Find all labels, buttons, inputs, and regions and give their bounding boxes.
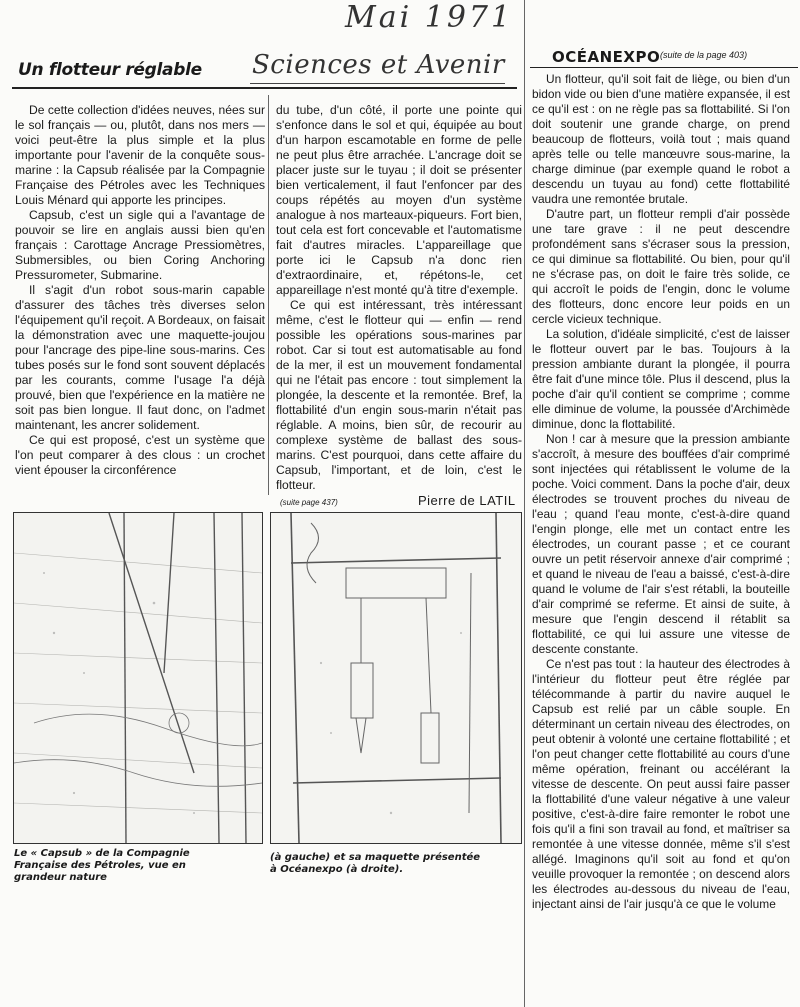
oceanexpo-column [532, 72, 790, 912]
paragraph: Ce n'est pas tout : la hauteur des électrodes à l'intérieur du flotteur peut être réglée par télécommande à partir du navire auquel le Capsub est relié par un câble souple. En déterminant un certain niveau des électrodes, on peut obtenir à volonté une certaine flottabilité ; et l'on peut changer cette flottabilité au cours d'une même opération, freinant ou accélérant la vitesse de descente. On peut aussi faire passer la flottabilité d'une valeur négative à une valeur positive, c'est-à-dire faire remonter le robot une fois qu'il a fini son travail au fond, et maîtriser sa remontée à une vitesse donnée, même s'il s'est allégé. Imaginons qu'il soit au fond et qu'on veuille provoquer la remontée ; on descend alors les électrodes au-dessous du niveau de l'eau, injectant ainsi de l'air jusqu'à ce que le volume [532, 657, 790, 911]
paragraph: Ce qui est intéressant, très intéressant même, c'est le flotteur qui — enfin — rend possible les opérations sous-marines par robot. Car si tout est automatisable au fond de la mer, il est un mouvement fondamental qui ne l'était pas encore : tout simplement la plongée, la descente et la remontée. Bref, la flottabilité d'un engin sous-marin n'était pas réglable. A moins, bien sûr, de recourir au complexe système de ballast des sous-marins. C'est pourquoi, dans cette affaire du Capsub, l'important, et de loin, c'est le flotteur. [276, 298, 522, 492]
continued-note: (suite page 437) [280, 498, 338, 507]
photo-caption-left: Le « Capsub » de la Compagnie Française des Pétroles, vue en grandeur nature [14, 848, 190, 883]
handwritten-source: Sciences et Avenir [252, 50, 505, 80]
paragraph: Capsub, c'est un sigle qui a l'avantage de pouvoir se lire en anglais aussi bien qu'en français : Carottage Ancrage Pressiomètres, Submersibles, ou bien Coring Anchoring Pressurometer, Submarine. [15, 208, 265, 282]
maquette-photo-drawing [271, 513, 521, 843]
paragraph: Non ! car à mesure que la pression ambiante s'accroît, à mesure des bouffées d'air comprimé sont injectées qui rétablissent le volume de la poche. Voici comment. Dans la poche d'air, deux électrodes se trouvent proches du niveau de l'eau ; quand l'eau monte, c'est-à-dire quand l'engin plonge, elle met un contact entre les électrodes, un courant passe ; et ce courant ouvre un petit réservoir annexe d'air comprimé ; et quand le niveau de l'eau a baissé, c'est-à-dire quand le volume de l'air s'est rétabli, la bouteille d'air comprimé se referme. Et ainsi de suite, à mesure que l'engin descend il rétablit sa flottabilité, ce qui lui assure une vitesse de descente constante. [532, 432, 790, 656]
capsub-photo [13, 512, 263, 844]
article-title: Un flotteur réglable [18, 60, 202, 80]
paragraph: D'autre part, un flotteur rempli d'air possède une tare grave : il ne peut descendre profondément sans s'écraser sous la pression, ce qui diminue sa flottabilité. Ou bien, pour qu'il ne s'écrase pas, on doit le faire très solide, ce qui accroît le poids de l'engin, donc le volume des flotteurs, donc encore leur poids en un cercle vicieux technique. [532, 207, 790, 326]
maquette-photo [270, 512, 522, 844]
column-rule-right [524, 0, 525, 1007]
paragraph: Un flotteur, qu'il soit fait de liège, ou bien d'un bidon vide ou bien d'une matière expansée, il est ce qu'il est : on ne règle pas sa flottabilité. Si l'on doit soutenir une grande charge, on prend beaucoup de flotteurs, voilà tout ; mais quand après telle ou telle manœuvre sous-marine, la charge diminue (par exemple quand le robot a descendu un tuyau au fond) cette flottabilité vaudra une remontée brutale. [532, 72, 790, 206]
source-underline [250, 83, 505, 84]
paragraph: Il s'agit d'un robot sous-marin capable d'assurer des tâches très diverses selon l'équipement qu'il reçoit. A Bordeaux, on faisait la démonstration avec une maquette-joujou pour l'ancrage des pipe-line sous-marins. Ces tubes posés sur le fond sont souvent déplacés par les courants, comme l'usage l'a déjà prouvé, bien que l'expérience en la matière ne soit pas bien longue. Il faut donc, on l'admet maintenant, les ancrer solidement. [15, 283, 265, 432]
oceanexpo-rule [530, 67, 798, 68]
capsub-photo-drawing [14, 513, 262, 843]
photo-caption-right: (à gauche) et sa maquette présentée à Océanexpo (à droite). [270, 852, 481, 875]
oceanexpo-heading: OCÉANEXPO [552, 48, 661, 66]
column-rule-middle [268, 95, 269, 495]
paragraph: Ce qui est proposé, c'est un système que l'on peut comparer à des clous : un crochet vient épouser la circonférence [15, 433, 265, 477]
oceanexpo-continued: (suite de la page 403) [660, 50, 748, 60]
paragraph: De cette collection d'idées neuves, nées sur le sol français — ou, plutôt, dans nos mers — voici peut-être la plus simple et la plus importante pour l'avenir de la conquête sous-marine : la Capsub réalisée par la Compagnie Française des Pétroles avec les Techniques Louis Ménard qui apporte les principes. [15, 103, 265, 207]
article-column-1 [15, 103, 265, 478]
author-signature: Pierre de LATIL [418, 493, 516, 508]
title-rule [12, 87, 517, 89]
paragraph: La solution, d'idéale simplicité, c'est de laisser le flotteur ouvert par le bas. Toujours à la pression ambiante durant la plongée, il pourra être fait d'une mince tôle. Plus il descend, plus la poche d'air qu'il contient se comprime ; comme elle diminue de volume, la poussée d'Archimède diminue, donc la flottabilité. [532, 327, 790, 431]
handwritten-date: Mai 1971 [345, 0, 514, 35]
article-column-2 [276, 103, 522, 493]
paragraph: du tube, d'un côté, il porte une pointe qui s'enfonce dans le sol et qui, équipée au bout d'un harpon escamotable en forme de pelle ne peut plus être arrachée. L'ancrage doit se placer juste sur le tuyau ; il doit se présenter bien verticalement, il faut l'enfoncer par des coups répétés au moyen d'un système analogue à nos marteaux-piqueurs. Fort bien, tout cela est fort concevable et l'automatisme fait d'autres miracles. L'appareillage que porte ici le Capsub n'a donc rien d'extraordinaire, et, répétons-le, cet appareillage n'est monté qu'à titre d'exemple. [276, 103, 522, 297]
